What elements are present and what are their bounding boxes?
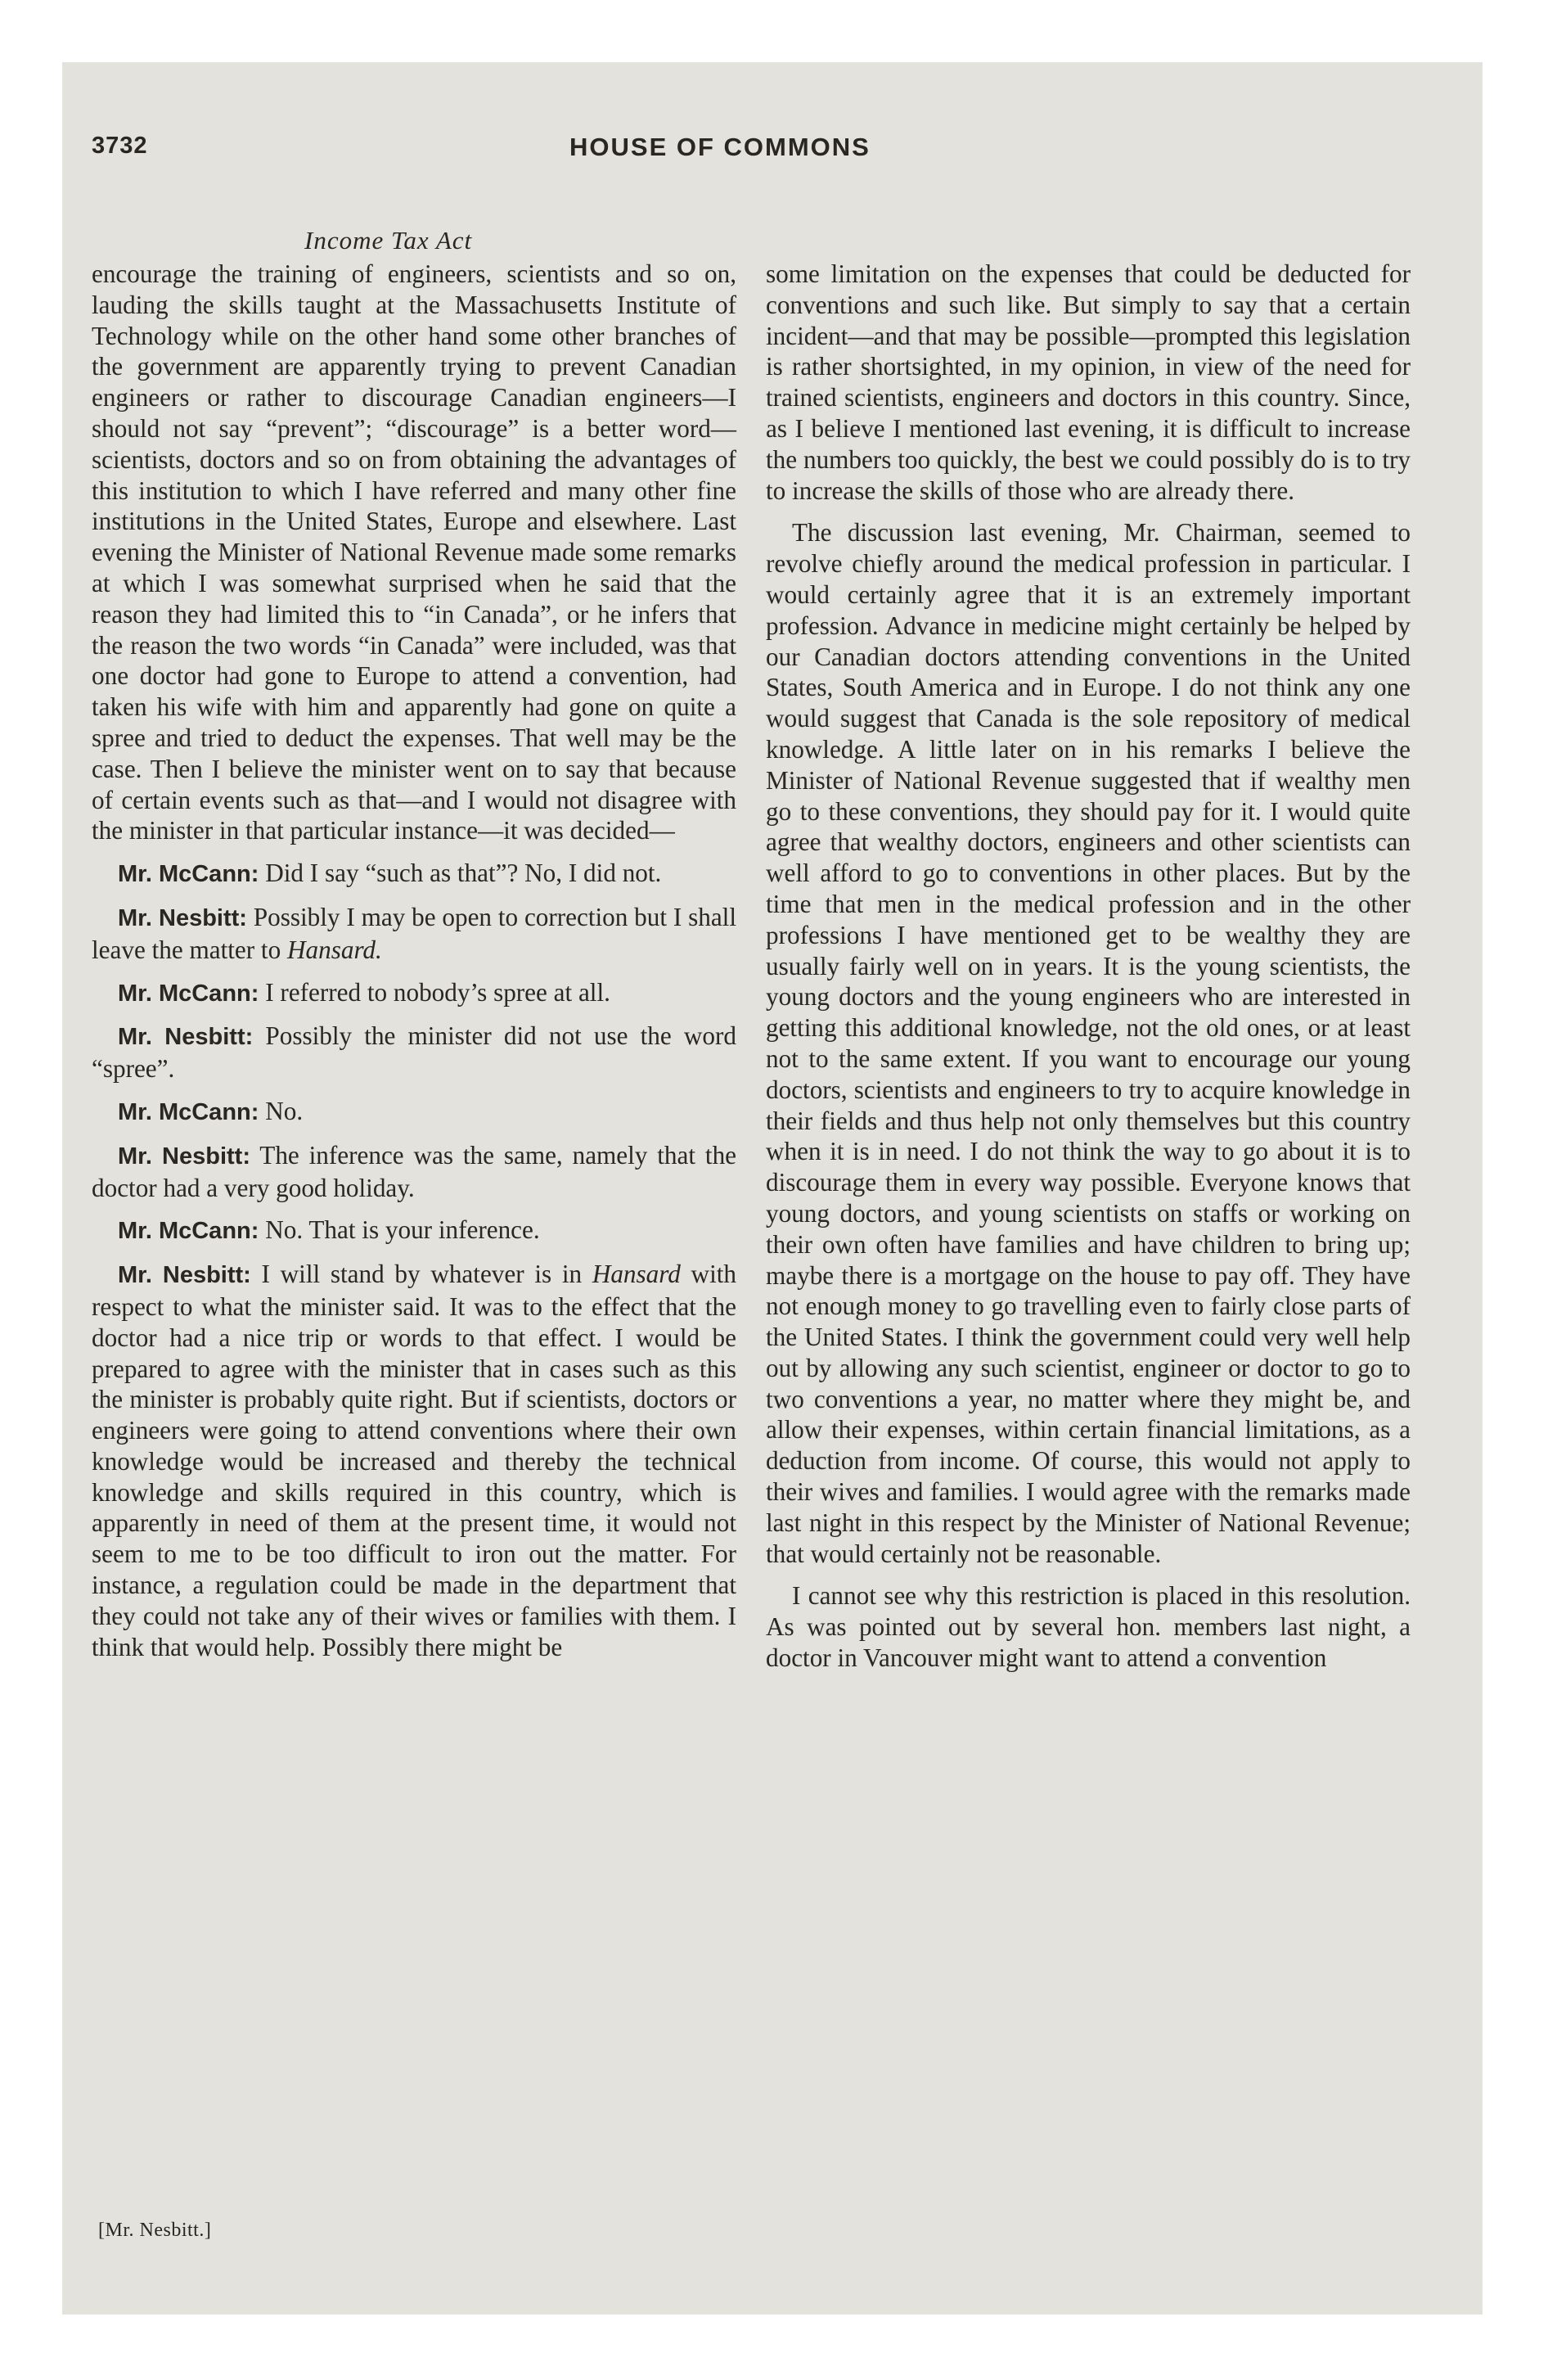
speaker-name: Mr. Nesbitt: xyxy=(118,1024,254,1051)
speaker-name: Mr. McCann: xyxy=(118,980,259,1007)
speaker-name: Mr. Nesbitt: xyxy=(118,904,247,931)
speech-text: Did I say “such as that”? No, I did not. xyxy=(259,859,662,888)
speaker-name: Mr. McCann: xyxy=(118,861,259,888)
speech-text: Possibly I may be open to correction but I shall leave the matter to xyxy=(92,902,736,964)
italic-text: Hansard. xyxy=(287,935,382,964)
page-number: 3732 xyxy=(92,133,148,159)
paragraph: encourage the training of engineers, scientists and so on, lauding the skills taught at the Massachusetts Institute of Technology while on the other hand some other branches of the government are apparently trying to prevent Canadian engineers or rather to discourage Canadian engineers—I should not say “prevent”; “discourage” is a better word—scientists, doctors and so on from obtaining the advantages of this institution to which I have referred and many other fine institutions in the United States, Europe and elsewhere. Last evening the Minister of National Revenue made some remarks at which I was somewhat surprised when he said that the reason they had limited this to “in Canada”, or he infers that the reason the two words “in Canada” were included, was that one doctor had gone to Europe to attend a convention, had taken his wife with him and apparently had gone on quite a spree and tried to deduct the expenses. That well may be the case. Then I believe the minister went on to say that because of certain events such as that—and I would not disagree with the minister in that particular instance—it was decided— xyxy=(92,259,736,845)
speech xyxy=(92,1021,736,1084)
speaker-name: Mr. Nesbitt: xyxy=(118,1143,250,1170)
hansard-page xyxy=(62,62,1483,2315)
left-column xyxy=(92,259,736,1662)
speech-text: with respect to what the minister said. It was to the effect that the doctor had a nice trip or words to that effect. I would be prepared to agree with the minister that in cases such as this the minister is probably quite right. But if scientists, doctors or engineers were going to attend conventions where their own knowledge would be increased and thereby the technical knowledge and skills required in this country, which is apparently in need of them at the present time, it would not seem to me to be too difficult to iron out the matter. For instance, a regulation could be made in the department that they could not take any of their wives or families with them. I think that would help. Possibly there might be xyxy=(92,1260,736,1661)
speaker-name: Mr. McCann: xyxy=(118,1098,259,1125)
speech xyxy=(92,1259,736,1662)
speech-text: I will stand by whatever is in xyxy=(250,1260,592,1289)
paragraph: some limitation on the expenses that could be deducted for conventions and such like. But simply to say that a certain incident—and that may be possible—prompted this legislation is rather shortsighted, in my opinion, in view of the need for trained scientists, engineers and doctors in this country. Since, as I believe I mentioned last evening, it is difficult to increase the numbers too quickly, the best we could possibly do is to try to increase the skills of those who are already there. xyxy=(766,259,1411,505)
speech xyxy=(92,1096,736,1129)
italic-text: Hansard xyxy=(592,1260,681,1289)
speech-text: I referred to nobody’s spree at all. xyxy=(259,977,610,1007)
speech xyxy=(92,902,736,966)
speaker-name: Mr. McCann: xyxy=(118,1218,259,1245)
speech xyxy=(92,1215,736,1247)
speech-text: The inference was the same, namely that the doctor had a very good holiday. xyxy=(92,1140,737,1202)
speech-text: Possibly the minister did not use the word “spree”. xyxy=(92,1021,736,1084)
speaker-attribution: [Mr. Nesbitt.] xyxy=(98,2220,212,2241)
right-column xyxy=(766,259,1411,1674)
speech xyxy=(92,858,736,890)
speech xyxy=(92,1140,736,1204)
speaker-name: Mr. Nesbitt: xyxy=(118,1262,251,1289)
page-header xyxy=(62,126,1483,175)
paragraph: The discussion last evening, Mr. Chairman, seemed to revolve chiefly around the medical profession in particular. I would certainly agree that it is an extremely important profession. Advance in medicine might certainly be helped by our Canadian doctors attending conventions in the United States, South America and in Europe. I do not think any one would suggest that Canada is the sole repository of medical knowledge. A little later on in his remarks I believe the Minister of National Revenue suggested that if wealthy men go to these conventions, they should pay for it. I would quite agree that wealthy doctors, engineers and other scientists can well afford to go to conventions in other places. But by the time that men in the medical profession and in the other professions I have mentioned get to be wealthy they are usually fairly well on in years. It is the young scientists, the young doctors and the young engineers who are interested in getting this additional knowledge, not the old ones, or at least not to the same extent. If you want to encourage our young doctors, scientists and engineers to try to acquire knowledge in their fields and thus help not only themselves but this country when it is in need. I do not think the way to go about it is to discourage them in every way possible. Everyone knows that young doctors, and young scientists on staffs or working on their own often have families and have children to bring up; maybe there is a mortgage on the house to pay off. They have not enough money to go travelling even to fairly close parts of the United States. I think the government could very well help out by allowing any such scientist, engineer or doctor to go to two conventions a year, no matter where they might be, and allow their expenses, within certain financial limitations, as a deduction from income. Of course, this would not apply to their wives and families. I would agree with the remarks made last night in this respect by the Minister of National Revenue; that would certainly not be reasonable. xyxy=(766,518,1411,1568)
paragraph: I cannot see why this restriction is placed in this resolution. As was pointed out by several hon. members last night, a doctor in Vancouver might want to attend a convention xyxy=(766,1581,1411,1673)
running-head: HOUSE OF COMMONS xyxy=(569,133,871,161)
speech xyxy=(92,977,736,1010)
speech-text: No. That is your inference. xyxy=(259,1215,540,1245)
subject-heading: Income Tax Act xyxy=(304,226,473,255)
speech-text: No. xyxy=(259,1096,304,1125)
